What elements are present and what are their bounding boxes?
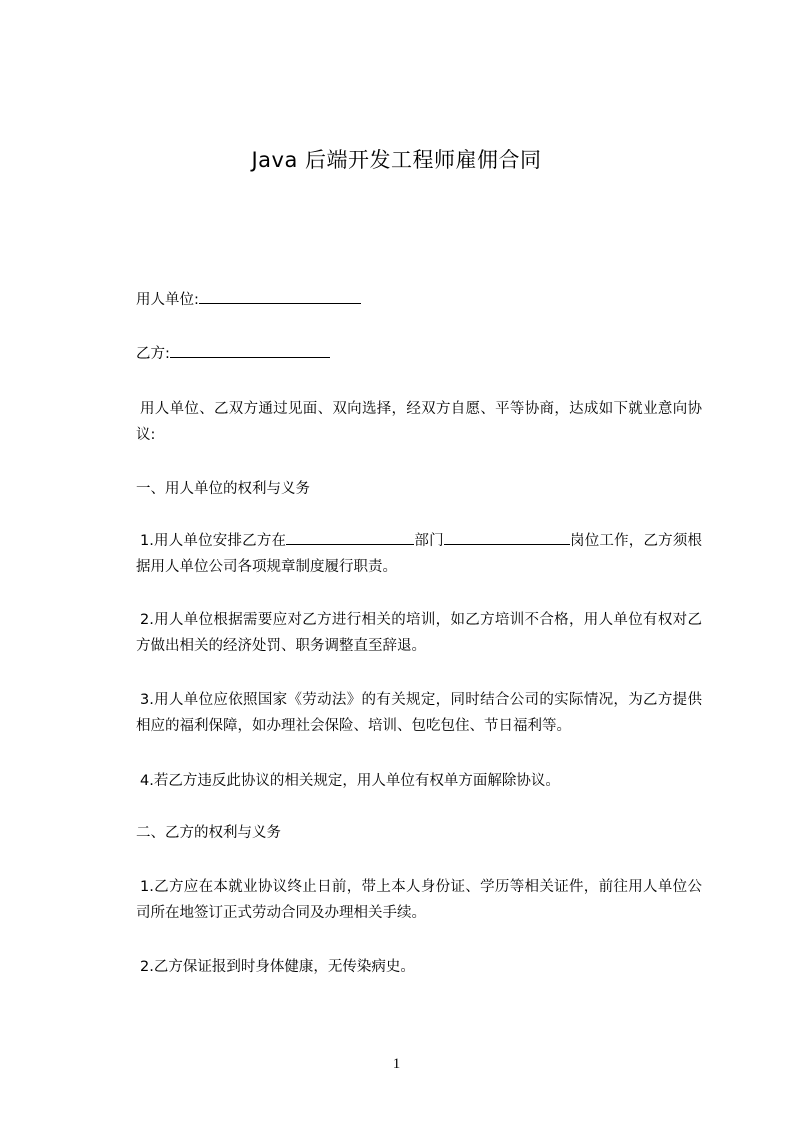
section1-item1-text-b: 部门 — [414, 533, 444, 549]
section2-item2: 2.乙方保证报到时身体健康，无传染病史。 — [140, 959, 415, 975]
employer-label: 用人单位: — [136, 292, 199, 308]
party-b-label: 乙方: — [136, 346, 170, 362]
section1-item1-text-c: 岗位工作，乙方须根据用人单位公司各项规章制度履行职责。 — [136, 533, 703, 575]
employer-blank — [199, 289, 361, 304]
intro-paragraph: 用人单位、乙双方通过见面、双向选择，经双方自愿、平等协商，达成如下就业意向协议: — [136, 401, 702, 443]
section1-item1 — [136, 528, 702, 580]
party-b-field — [136, 341, 330, 367]
section1-heading: 一、用人单位的权利与义务 — [136, 481, 310, 497]
position-blank — [444, 530, 570, 545]
section2-item1: 1.乙方应在本就业协议终止日前，带上本人身份证、学历等相关证件，前往用人单位公司所在地签订正式劳动合同及办理相关手续。 — [136, 879, 702, 921]
section1-item4: 4.若乙方违反此协议的相关规定，用人单位有权单方面解除协议。 — [140, 773, 560, 789]
section2-heading: 二、乙方的权利与义务 — [136, 825, 281, 841]
section1-item2: 2.用人单位根据需要应对乙方进行相关的培训，如乙方培训不合格，用人单位有权对乙方做出相关的经济处罚、职务调整直至辞退。 — [136, 612, 702, 654]
employer-field — [136, 287, 361, 313]
page-number: 1 — [392, 1056, 401, 1072]
document-title: Java 后端开发工程师雇佣合同 — [251, 148, 542, 172]
section1-item1-text-a: 1.用人单位安排乙方在 — [140, 533, 287, 549]
party-b-blank — [170, 343, 330, 358]
section1-item3: 3.用人单位应依照国家《劳动法》的有关规定，同时结合公司的实际情况，为乙方提供相应的福利保障，如办理社会保险、培训、包吃包住、节日福利等。 — [136, 692, 702, 734]
department-blank — [286, 530, 414, 545]
